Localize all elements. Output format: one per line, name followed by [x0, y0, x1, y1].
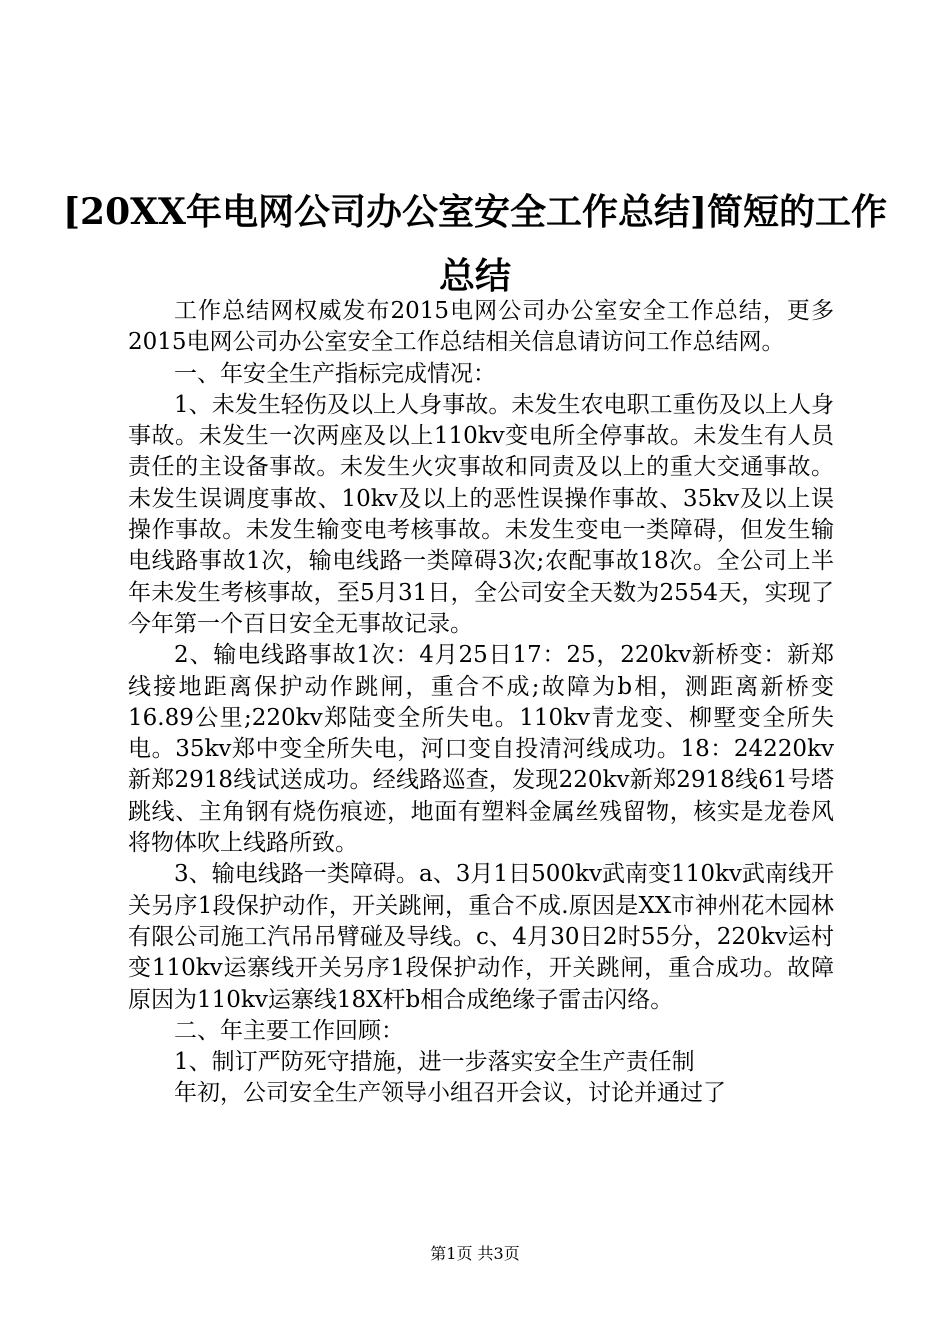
paragraph-continuation: 年初，公司安全生产领导小组召开会议，讨论并通过了 [174, 1080, 726, 1107]
section-heading-1: 一、年安全生产指标完成情况： [174, 360, 496, 387]
paragraph-item-3: 3、输电线路一类障碍。a、3月1日500kv武南变110kv武南线开关另序1段保护动作，开关跳闸，重合不成.原因是XX市神州花木园林有限公司施工汽吊吊臂碰及导线。c、4月30日2时55分，220kv运村变110kv运寨线开关另序1段保护动作，开关跳闸，重合成功。故障原因为110kv运寨线18X杆b相合成绝缘子雷击闪络。 [128, 861, 834, 1013]
section-heading-2: 二、年主要工作回顾： [174, 1017, 404, 1044]
page-title: [20XX年电网公司办公室安全工作总结]简短的工作总结 [62, 191, 888, 297]
paragraph-item-1: 1、未发生轻伤及以上人身事故。未发生农电职工重伤及以上人身事故。未发生一次两座及以上110kv变电所全停事故。未发生有人员责任的主设备事故。未发生火灾事故和同责及以上的重大交通事故。未发生误调度事故、10kv及以上的恶性误操作事故、35kv及以上误操作事故。未发生输变电考核事故。未发生变电一类障碍，但发生输电线路事故1次，输电线路一类障碍3次;农配事故18次。全公司上半年未发生考核事故，至5月31日，全公司安全天数为2554天，实现了今年第一个百日安全无事故记录。 [128, 391, 834, 637]
paragraph-item-2: 2、输电线路事故1次：4月25日17：25，220kv新桥变：新郑线接地距离保护动作跳闸，重合不成;故障为b相，测距离新桥变16.89公里;220kv郑陆变全所失电。110kv青龙变、柳墅变全所失电。35kv郑中变全所失电，河口变自投清河线成功。18：24220kv新郑2918线试送成功。经线路巡查，发现220kv新郑2918线61号塔跳线、主角钢有烧伤痕迹，地面有塑料金属丝残留物，核实是龙卷风将物体吹上线路所致。 [128, 642, 834, 857]
page-number-footer: 第1页 共3页 [430, 1244, 520, 1263]
document-body [128, 296, 834, 1110]
intro-paragraph: 工作总结网权威发布2015电网公司办公室安全工作总结，更多2015电网公司办公室安全工作总结相关信息请访问工作总结网。 [128, 298, 834, 356]
subsection-heading-1: 1、制订严防死守措施，进一步落实安全生产责任制 [174, 1049, 695, 1076]
